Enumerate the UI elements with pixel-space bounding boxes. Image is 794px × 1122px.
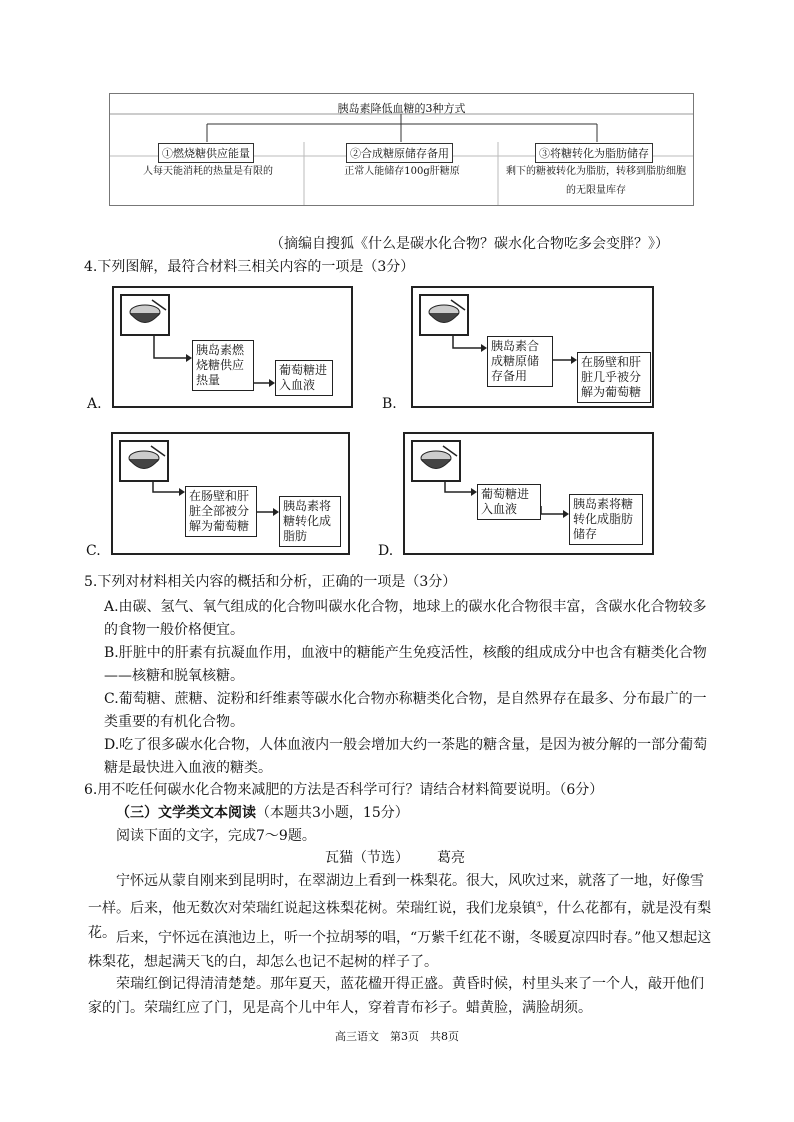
- diagram-title: 胰岛素降低血糖的3种方式: [337, 102, 466, 115]
- option-b-box1: 胰岛素合成糖原储存备用: [487, 336, 553, 387]
- insulin-diagram: [109, 93, 694, 206]
- question-4-stem: 4.下列图解，最符合材料三相关内容的一项是（3分）: [84, 259, 415, 275]
- option-a-box1: 胰岛素燃烧糖供应热量: [192, 340, 254, 391]
- question-5-option-c: C.葡萄糖、蔗糖、淀粉和纤维素等碳水化合物亦称糖类化合物，是自然界存在最多、分布最广的一类重要的有机化合物。: [104, 691, 707, 730]
- story-paragraph-2: 后来，宁怀远在滇池边上，听一个拉胡琴的唱，“万紫千红花不谢，冬暖夏凉四时春。”他又想起这株梨花，想起满天飞的白，却怎么也记不起树的样子了。: [88, 930, 712, 970]
- question-5-option-d: D.吃了很多碳水化合物，人体血液内一般会增加大约一茶匙的糖含量，是因为被分解的一部分葡萄糖是最快进入血液的糖类。: [104, 737, 708, 776]
- way-1-label: ①燃烧糖供应能量: [158, 143, 254, 163]
- way-2-label: ②合成糖原储存备用: [346, 143, 453, 163]
- option-a-diagram: [112, 286, 353, 408]
- story-p1-end: ，什么花都有，就是没有梨花。: [88, 900, 712, 941]
- source-citation: （摘编自搜狐《什么是碳水化合物？碳水化合物吃多会变胖？》）: [270, 236, 669, 252]
- way-3-label: ③将糖转化为脂肪储存: [535, 143, 653, 163]
- section-3-heading: [116, 801, 409, 825]
- way-3-desc: 剩下的糖被转化为脂肪，转移到脂肪细胞的无限量库存: [506, 166, 686, 196]
- footnote-marker: ①: [536, 900, 544, 909]
- option-d-box2: 胰岛素将糖转化成脂肪储存: [569, 494, 643, 545]
- question-6: 6.用不吃任何碳水化合物来减肥的方法是否科学可行？请结合材料简要说明。（6分）: [84, 782, 604, 798]
- question-5-option-a: A.由碳、氢气、氧气组成的化合物叫碳水化合物，地球上的碳水化合物很丰富，含碳水化合物较多的食物一般价格便宜。: [104, 599, 707, 638]
- option-d-diagram: [403, 432, 654, 555]
- page-footer: 高三语文 第3页 共8页: [335, 1030, 459, 1043]
- option-c-box1: 在肠壁和肝脏全部被分解为葡萄糖: [185, 486, 257, 537]
- story-title: 瓦猫（节选）: [325, 850, 409, 866]
- question-5-stem: 5.下列对材料相关内容的概括和分析，正确的一项是（3分）: [84, 574, 457, 590]
- story-author: 葛亮: [437, 850, 465, 866]
- option-b-box2: 在肠壁和肝脏几乎被分解为葡萄糖: [577, 352, 651, 403]
- option-a-box2: 葡萄糖进入血液: [275, 360, 333, 396]
- story-p1-text: 宁怀远从蒙自刚来到昆明时，在翠湖边上看到一株梨花。很大，风吹过来，就落了一地，好像雪一样。后来，他无数次对荣瑞红说起这株梨花树。荣瑞红说，我们龙泉镇: [88, 873, 704, 917]
- option-b-letter: B.: [382, 396, 397, 412]
- option-b-diagram: [411, 286, 654, 408]
- section-3-note: （本题共3小题，15分）: [256, 805, 409, 821]
- option-c-box2: 胰岛素将糖转化成脂肪: [279, 496, 341, 547]
- story-heading: [325, 846, 465, 870]
- option-c-diagram: [111, 432, 350, 555]
- option-c-letter: C.: [86, 543, 101, 559]
- question-5-option-b: B.肝脏中的肝素有抗凝血作用，血液中的糖能产生免疫活性，核酸的组成成分中也含有糖类化合物——核糖和脱氧核糖。: [104, 645, 707, 684]
- section-3-instruction: 阅读下面的文字，完成7～9题。: [116, 828, 316, 844]
- story-paragraph-3: 荣瑞红倒记得清清楚楚。那年夏天，蓝花楹开得正盛。黄昏时候，村里头来了一个人，敲开他们家的门。荣瑞红应了门，见是高个儿中年人，穿着青布衫子。蜡黄脸，满脸胡须。: [88, 976, 704, 1016]
- option-d-letter: D.: [378, 543, 394, 559]
- option-d-box1: 葡萄糖进入血液: [477, 484, 541, 520]
- section-3-title: （三）文学类文本阅读: [116, 805, 256, 821]
- way-1-desc: 人每天能消耗的热量是有限的: [143, 166, 273, 177]
- option-a-letter: A.: [87, 396, 102, 412]
- way-2-desc: 正常人能储存100g肝糖原: [344, 166, 460, 177]
